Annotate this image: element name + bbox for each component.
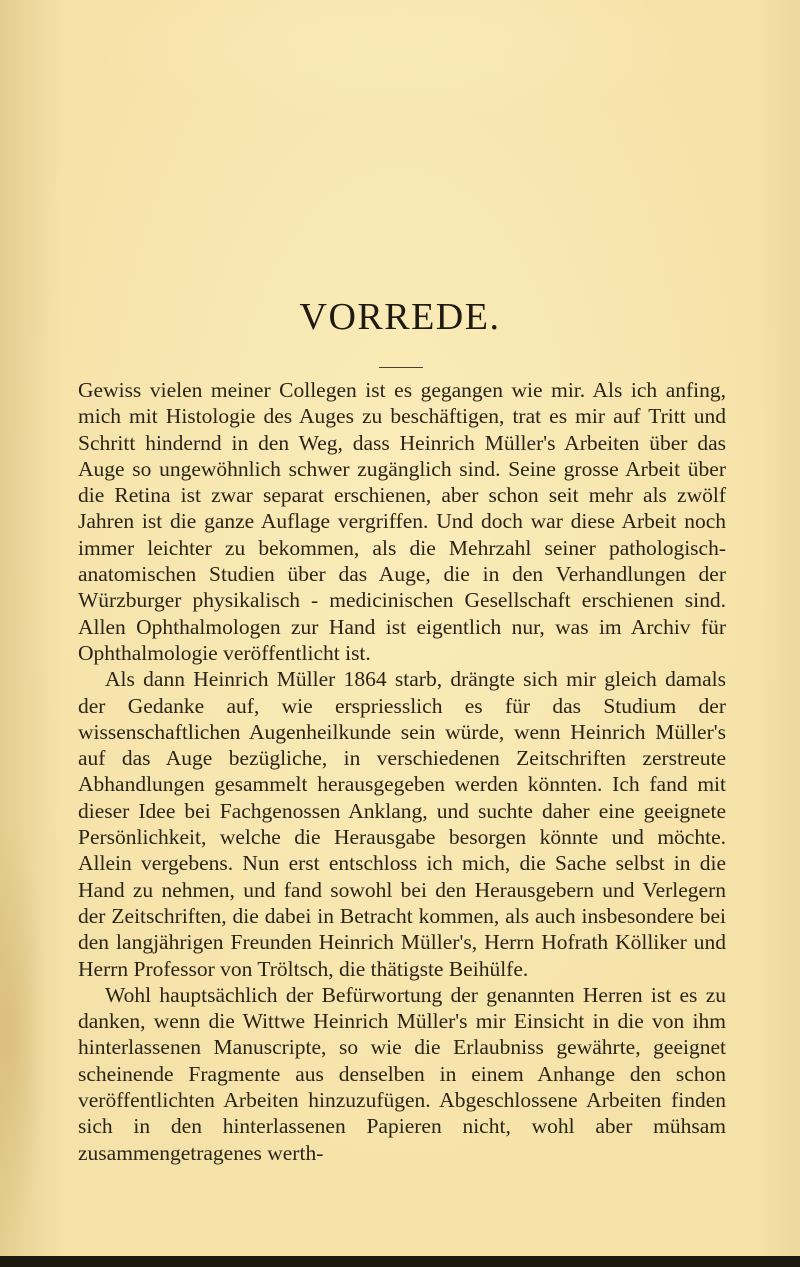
- preface-text: [78, 377, 726, 1166]
- page-title: VORREDE.: [299, 296, 501, 338]
- paper-stain-top: [80, 0, 720, 120]
- paper-stain-left: [0, 820, 50, 1240]
- paragraph-3: Wohl hauptsächlich der Befürwortung der genannten Herren ist es zu danken, wenn die Wittwe Heinrich Müller's mir Einsicht in die von ihm hinterlassenen Manuscripte, so wie die Erlaubniss gewährte, geeignet scheinende Fragmente aus denselben in einem Anhange den schon veröffentlichten Arbeiten hinzuzufügen. Abgeschlossene Arbeiten finden sich in den hinterlassenen Papieren nicht, wohl aber mühsam zusammengetragenes werth-: [78, 982, 726, 1165]
- title-divider: [379, 367, 423, 368]
- paragraph-1: Gewiss vielen meiner Collegen ist es gegangen wie mir. Als ich anfing, mich mit Histologie des Auges zu beschäftigen, trat es mir auf Tritt und Schritt hindernd in den Weg, dass Heinrich Müller's Arbeiten über das Auge so ungewöhnlich schwer zugänglich sind. Seine grosse Arbeit über die Retina ist zwar separat erschienen, aber schon seit mehr als zwölf Jahren ist die ganze Auflage vergriffen. Und doch war diese Arbeit noch immer leichter zu bekommen, als die Mehrzahl seiner pathologisch-anatomischen Studien über das Auge, die in den Verhandlungen der Würzburger physikalisch - medicinischen Gesellschaft erschienen sind. Allen Ophthalmologen zur Hand ist eigentlich nur, was im Archiv für Ophthalmologie veröffentlicht ist.: [78, 378, 726, 665]
- paragraph-2: Als dann Heinrich Müller 1864 starb, drängte sich mir gleich damals der Gedanke auf, wie erspriesslich es für das Studium der wissenschaftlichen Augenheilkunde sein würde, wenn Heinrich Müller's auf das Auge bezügliche, in verschiedenen Zeitschriften zerstreute Abhandlungen gesammelt herausgegeben werden könnten. Ich fand mit dieser Idee bei Fachgenossen Anklang, und suchte daher eine geeignete Persönlichkeit, welche die Herausgabe besorgen könnte und möchte. Allein vergebens. Nun erst entschloss ich mich, die Sache selbst in die Hand zu nehmen, und fand sowohl bei den Herausgebern und Verlegern der Zeitschriften, die dabei in Betracht kommen, als auch insbesondere bei den langjährigen Freunden Heinrich Müller's, Herrn Hofrath Kölliker und Herrn Professor von Tröltsch, die thätigste Beihülfe.: [78, 667, 726, 981]
- page-bottom-edge: [0, 1256, 800, 1267]
